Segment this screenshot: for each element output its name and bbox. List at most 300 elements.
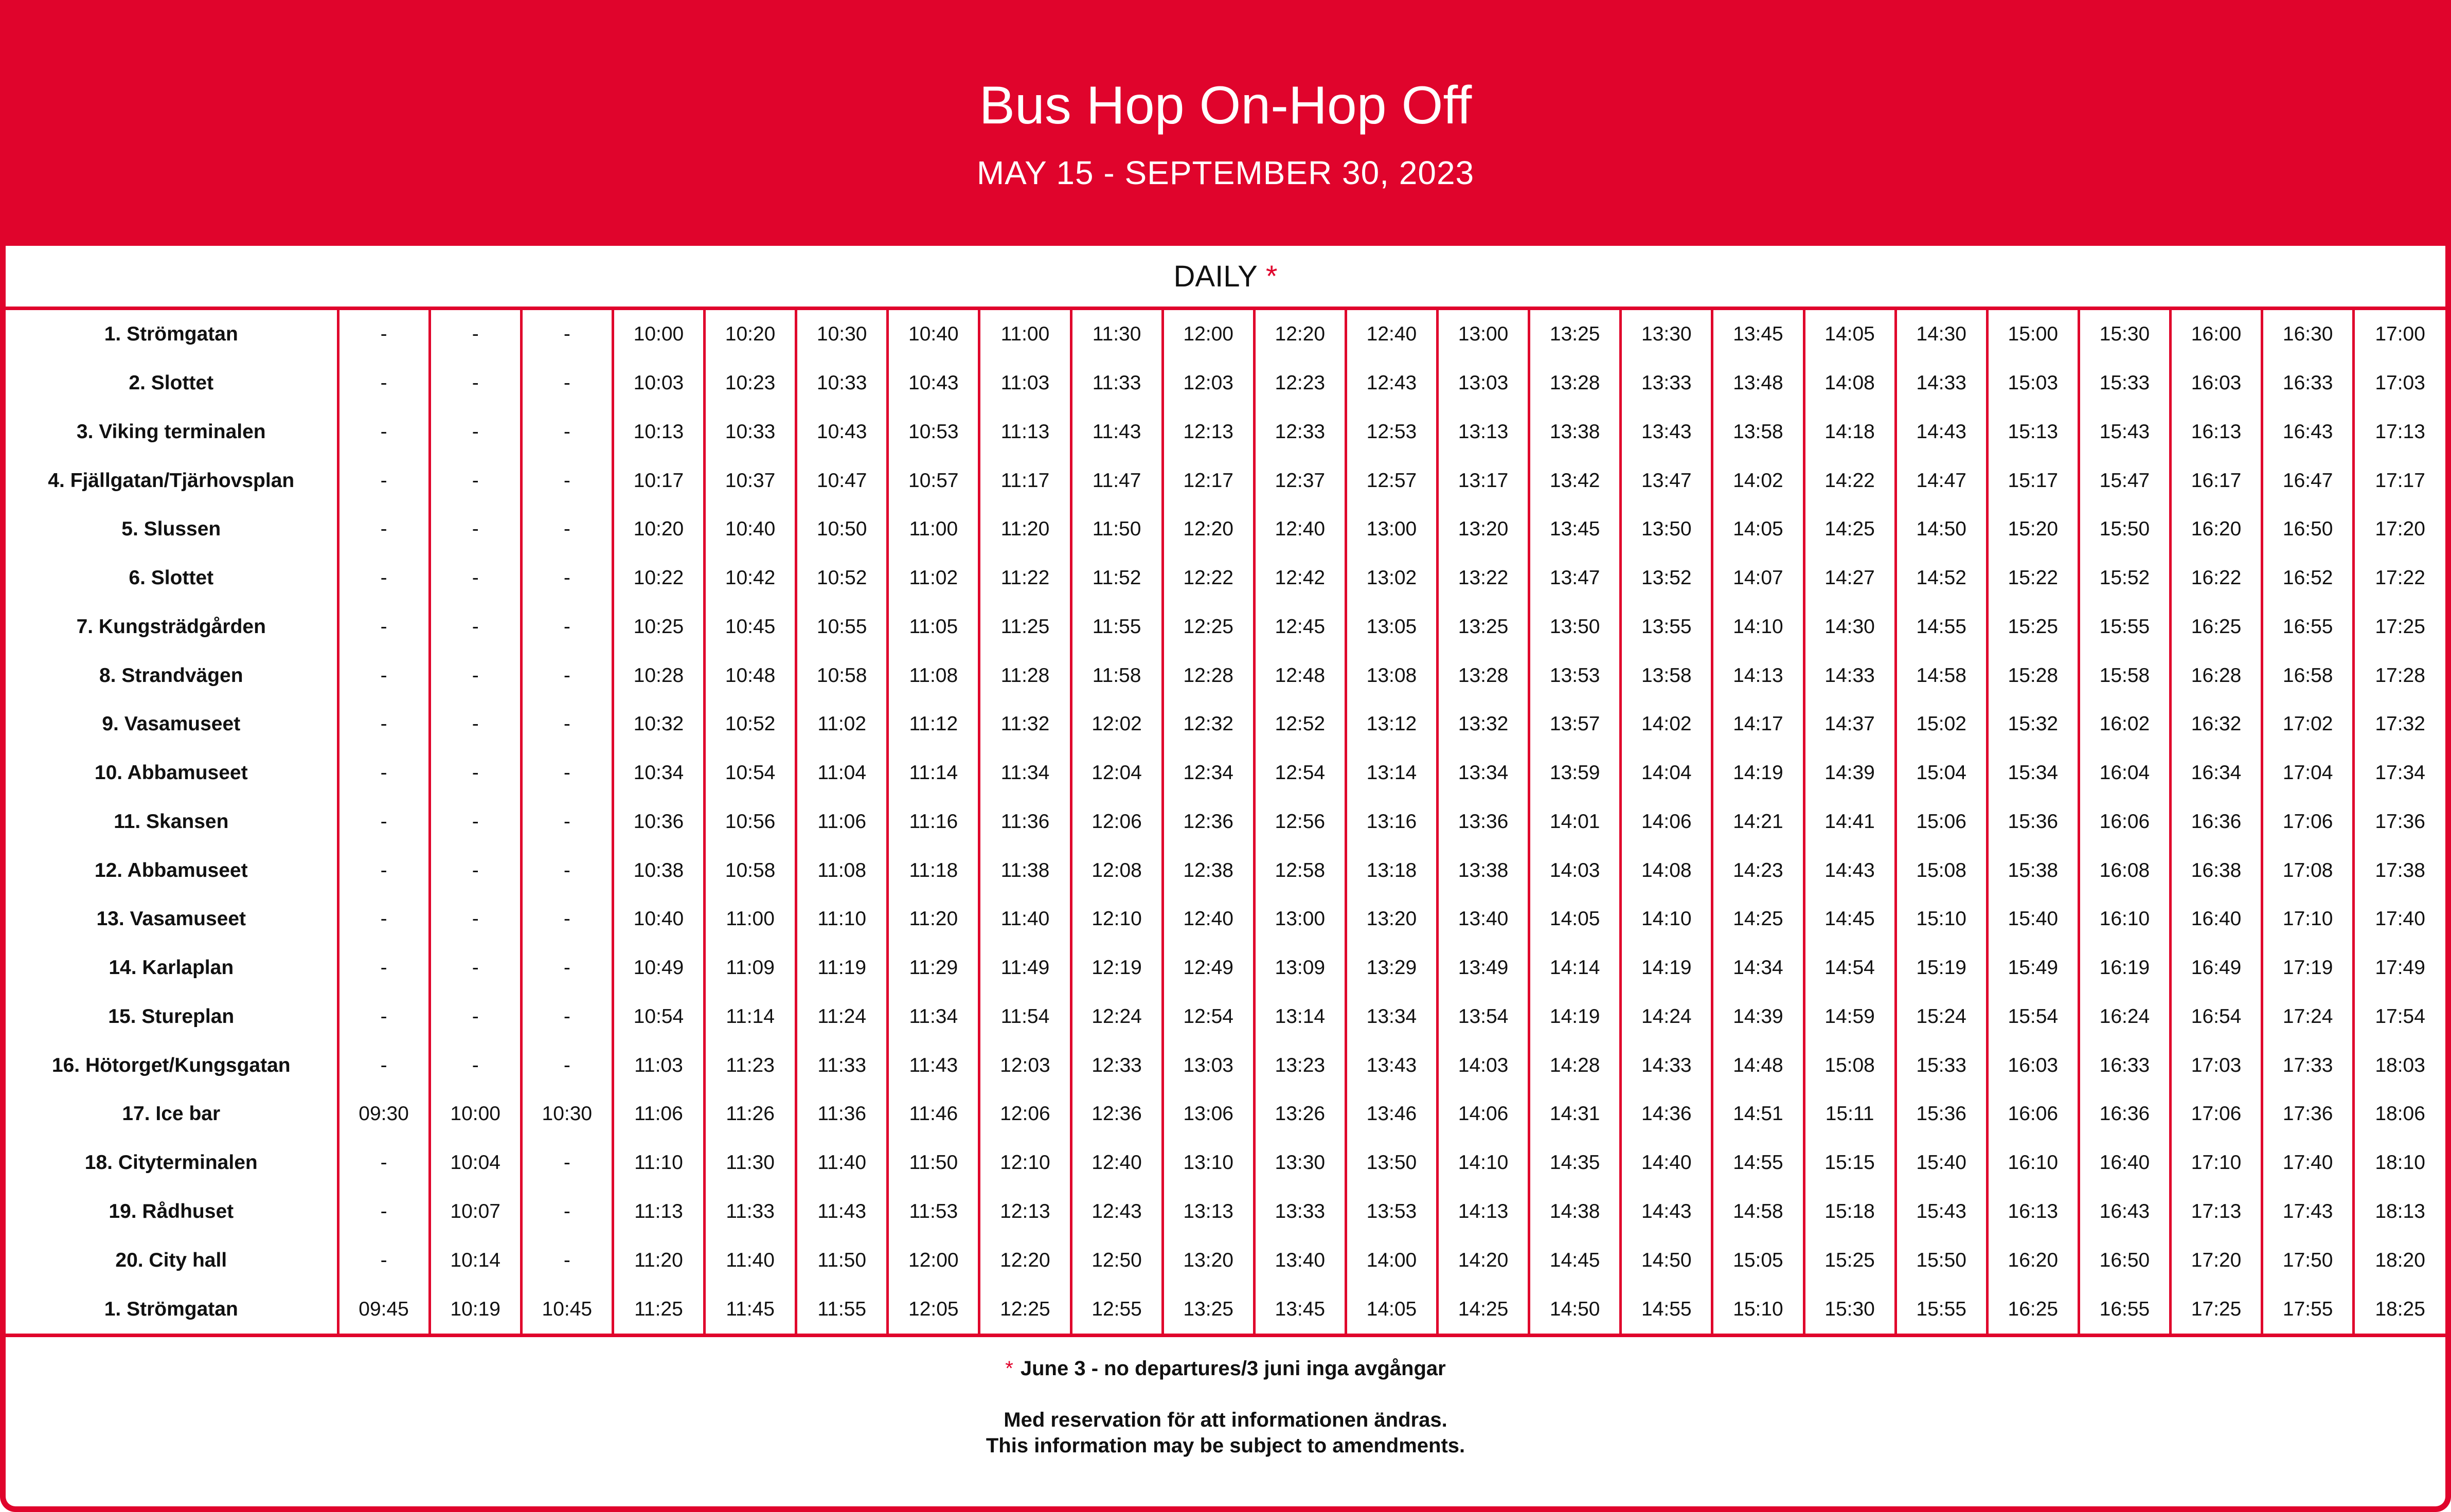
departure-time: 11:23 [705,1041,796,1090]
header-banner [0,0,2451,246]
departure-time: 13:14 [1346,749,1437,798]
departure-time: 15:22 [1987,554,2079,603]
departure-time: 10:43 [796,408,888,457]
departure-time: 16:32 [2171,700,2262,749]
departure-time: 13:34 [1438,749,1529,798]
departure-time: 10:28 [613,651,704,700]
departure-time: 12:19 [1071,944,1162,993]
departure-time: 13:45 [1254,1285,1346,1334]
departure-time: 14:33 [1621,1041,1712,1090]
departure-time: 13:25 [1529,310,1621,359]
stop-name: 11. Skansen [114,810,229,833]
departure-time: 14:41 [1804,798,1895,847]
departure-time: 16:03 [1987,1041,2079,1090]
stop-name: 2. Slottet [129,372,214,394]
departure-time: 14:48 [1712,1041,1804,1090]
disclaimer-swedish: Med reservation för att informationen ändras. [1004,1409,1447,1431]
departure-time: 17:54 [2354,993,2445,1041]
departure-time: 11:46 [888,1090,979,1139]
departure-time: 15:06 [1895,798,1987,847]
departure-time: 13:30 [1621,310,1712,359]
departure-time: 12:53 [1346,408,1437,457]
departure-time: 14:33 [1804,651,1895,700]
departure-time: 11:04 [796,749,888,798]
departure-time: 15:36 [1895,1090,1987,1139]
footnote-text: June 3 - no departures/3 juni inga avgångar [1020,1357,1446,1380]
departure-time: - [521,1236,613,1285]
departure-time: 14:06 [1438,1090,1529,1139]
departure-time: 11:43 [888,1041,979,1090]
stop-name: 17. Ice bar [122,1103,221,1125]
departure-time: 15:40 [1987,895,2079,944]
departure-time: 12:45 [1254,603,1346,652]
departure-time: 14:43 [1804,846,1895,895]
table-row [6,993,2445,1041]
departure-time: 14:31 [1529,1090,1621,1139]
departure-time: - [521,846,613,895]
departure-time: 16:40 [2079,1139,2170,1187]
table-row [6,359,2445,408]
departure-time: 16:50 [2079,1236,2170,1285]
departure-time: 14:13 [1712,651,1804,700]
departure-time: 10:00 [613,310,704,359]
departure-time: 11:26 [705,1090,796,1139]
departure-time: 16:52 [2262,554,2354,603]
departure-time: 11:36 [796,1090,888,1139]
departure-time: 14:30 [1804,603,1895,652]
departure-time: 14:50 [1895,505,1987,554]
departure-time: 11:10 [613,1139,704,1187]
departure-time: 11:02 [796,700,888,749]
departure-time: 15:05 [1712,1236,1804,1285]
departure-time: 16:30 [2262,310,2354,359]
departure-time: 09:45 [338,1285,430,1334]
departure-time: 14:58 [1895,651,1987,700]
departure-time: 13:22 [1438,554,1529,603]
departure-time: 11:22 [979,554,1071,603]
departure-time: 16:47 [2262,456,2354,505]
departure-time: 10:34 [613,749,704,798]
departure-time: 11:40 [979,895,1071,944]
departure-time: 14:59 [1804,993,1895,1041]
departure-time: 12:37 [1254,456,1346,505]
departure-time: 15:34 [1987,749,2079,798]
departure-time: 13:16 [1346,798,1437,847]
departure-time: 17:20 [2354,505,2445,554]
departure-time: - [521,749,613,798]
departure-time: 14:05 [1346,1285,1437,1334]
departure-time: - [430,651,521,700]
departure-time: 13:05 [1346,603,1437,652]
departure-time: 17:28 [2354,651,2445,700]
departure-time: 14:02 [1621,700,1712,749]
departure-time: 10:20 [705,310,796,359]
departure-time: 15:17 [1987,456,2079,505]
departure-time: 13:43 [1621,408,1712,457]
stop-name: 6. Slottet [129,567,214,589]
departure-time: - [338,993,430,1041]
departure-time: 13:03 [1162,1041,1254,1090]
departure-time: 17:24 [2262,993,2354,1041]
departure-time: 13:53 [1346,1187,1437,1236]
departure-time: - [521,895,613,944]
departure-time: 16:06 [1987,1090,2079,1139]
departure-time: 12:38 [1162,846,1254,895]
departure-time: 13:13 [1162,1187,1254,1236]
departure-time: 12:48 [1254,651,1346,700]
departure-time: 12:36 [1162,798,1254,847]
departure-time: 10:23 [705,359,796,408]
departure-time: 09:30 [338,1090,430,1139]
departure-time: 14:50 [1529,1285,1621,1334]
departure-time: 15:30 [1804,1285,1895,1334]
departure-time: 10:58 [705,846,796,895]
departure-time: 13:08 [1346,651,1437,700]
departure-time: - [430,554,521,603]
departure-time: 15:50 [1895,1236,1987,1285]
departure-time: 16:38 [2171,846,2262,895]
departure-time: 13:33 [1254,1187,1346,1236]
departure-time: 14:24 [1621,993,1712,1041]
departure-time: 13:55 [1621,603,1712,652]
departure-time: 11:45 [705,1285,796,1334]
departure-time: - [521,1139,613,1187]
departure-time: 14:02 [1712,456,1804,505]
departure-time: 12:54 [1162,993,1254,1041]
departure-time: 14:03 [1438,1041,1529,1090]
departure-time: 13:17 [1438,456,1529,505]
departure-time: 12:08 [1071,846,1162,895]
table-row [6,1236,2445,1285]
departure-time: 15:55 [2079,603,2170,652]
departure-time: - [430,749,521,798]
departure-time: 15:50 [2079,505,2170,554]
departure-time: 10:14 [430,1236,521,1285]
table-row [6,944,2445,993]
departure-time: 10:56 [705,798,796,847]
departure-time: 10:53 [888,408,979,457]
departure-time: 14:37 [1804,700,1895,749]
departure-time: 15:30 [2079,310,2170,359]
departure-time: 13:45 [1529,505,1621,554]
departure-time: 10:20 [613,505,704,554]
departure-time: 10:37 [705,456,796,505]
departure-time: 17:10 [2262,895,2354,944]
departure-time: 10:42 [705,554,796,603]
departure-time: 11:12 [888,700,979,749]
departure-time: 17:50 [2262,1236,2354,1285]
departure-time: 13:25 [1162,1285,1254,1334]
departure-time: - [338,749,430,798]
departure-time: 11:06 [613,1090,704,1139]
departure-time: 14:10 [1621,895,1712,944]
departure-time: 13:58 [1712,408,1804,457]
departure-time: 10:17 [613,456,704,505]
departure-time: 15:08 [1895,846,1987,895]
departure-time: 13:20 [1162,1236,1254,1285]
departure-time: 16:33 [2079,1041,2170,1090]
departure-time: 13:38 [1529,408,1621,457]
asterisk-marker: * [1265,260,1278,293]
departure-time: 16:55 [2079,1285,2170,1334]
departure-time: 12:34 [1162,749,1254,798]
departure-time: 12:36 [1071,1090,1162,1139]
departure-time: 14:06 [1621,798,1712,847]
departure-time: 14:05 [1529,895,1621,944]
departure-time: 14:39 [1712,993,1804,1041]
stop-name: 18. Cityterminalen [84,1151,258,1174]
departure-time: - [521,603,613,652]
departure-time: 14:17 [1712,700,1804,749]
departure-time: 14:43 [1621,1187,1712,1236]
departure-time: 11:16 [888,798,979,847]
departure-time: 11:20 [979,505,1071,554]
departure-time: 12:58 [1254,846,1346,895]
departure-time: 10:48 [705,651,796,700]
table-row [6,700,2445,749]
departure-time: - [338,1139,430,1187]
departure-time: 12:52 [1254,700,1346,749]
departure-time: 14:22 [1804,456,1895,505]
departure-time: 15:47 [2079,456,2170,505]
departure-time: 12:04 [1071,749,1162,798]
departure-time: 13:25 [1438,603,1529,652]
departure-time: 14:52 [1895,554,1987,603]
departure-time: 11:14 [705,993,796,1041]
departure-time: 10:07 [430,1187,521,1236]
departure-time: 17:36 [2354,798,2445,847]
disclaimer-english: This information may be subject to amendments. [986,1434,1465,1457]
departure-time: 13:30 [1254,1139,1346,1187]
departure-time: 15:08 [1804,1041,1895,1090]
departure-time: 12:20 [979,1236,1071,1285]
departure-time: 13:09 [1254,944,1346,993]
departure-time: - [521,651,613,700]
departure-time: - [338,700,430,749]
departure-time: 11:40 [705,1236,796,1285]
departure-time: 15:02 [1895,700,1987,749]
departure-time: 13:58 [1621,651,1712,700]
stop-name: 10. Abbamuseet [94,762,248,784]
departure-time: 18:10 [2354,1139,2445,1187]
stop-name: 15. Stureplan [108,1005,235,1028]
departure-time: 12:54 [1254,749,1346,798]
table-row [6,408,2445,457]
departure-time: 16:33 [2262,359,2354,408]
departure-time: 10:38 [613,846,704,895]
departure-time: 17:38 [2354,846,2445,895]
departure-time: 13:18 [1346,846,1437,895]
departure-time: 18:25 [2354,1285,2445,1334]
departure-time: 15:49 [1987,944,2079,993]
departure-time: 12:06 [1071,798,1162,847]
departure-time: 12:28 [1162,651,1254,700]
departure-time: 14:08 [1621,846,1712,895]
departure-time: 16:58 [2262,651,2354,700]
departure-time: 11:55 [1071,603,1162,652]
departure-time: 14:18 [1804,408,1895,457]
departure-time: 12:33 [1254,408,1346,457]
departure-time: 14:10 [1712,603,1804,652]
departure-time: 10:40 [613,895,704,944]
departure-time: 12:00 [1162,310,1254,359]
departure-time: 10:33 [796,359,888,408]
departure-time: 11:18 [888,846,979,895]
departure-time: - [338,554,430,603]
departure-time: 14:55 [1621,1285,1712,1334]
departure-time: 16:50 [2262,505,2354,554]
departure-time: 17:04 [2262,749,2354,798]
departure-time: 13:40 [1438,895,1529,944]
departure-time: 14:54 [1804,944,1895,993]
departure-time: 15:10 [1895,895,1987,944]
departure-time: - [338,895,430,944]
page-title: Bus Hop On-Hop Off [979,76,1472,135]
departure-time: 16:34 [2171,749,2262,798]
departure-time: 12:55 [1071,1285,1162,1334]
departure-time: 10:13 [613,408,704,457]
departure-time: 11:09 [705,944,796,993]
departure-time: 12:10 [1071,895,1162,944]
departure-time: 13:53 [1529,651,1621,700]
departure-time: 10:04 [430,1139,521,1187]
departure-time: 13:03 [1438,359,1529,408]
departure-time: 16:20 [2171,505,2262,554]
departure-time: 17:32 [2354,700,2445,749]
departure-time: 17:13 [2354,408,2445,457]
departure-time: 10:40 [888,310,979,359]
departure-time: 14:19 [1529,993,1621,1041]
departure-time: 14:40 [1621,1139,1712,1187]
departure-time: 10:55 [796,603,888,652]
departure-time: 18:03 [2354,1041,2445,1090]
departure-time: 15:54 [1987,993,2079,1041]
table-row [6,1090,2445,1139]
departure-time: - [338,798,430,847]
departure-time: 13:33 [1621,359,1712,408]
departure-time: 17:02 [2262,700,2354,749]
stop-name: 5. Slussen [121,518,221,541]
departure-time: 17:34 [2354,749,2445,798]
departure-time: 11:19 [796,944,888,993]
departure-time: - [430,310,521,359]
departure-time: 11:02 [888,554,979,603]
departure-time: 16:19 [2079,944,2170,993]
departure-time: 11:50 [888,1139,979,1187]
departure-time: - [430,846,521,895]
departure-time: 16:10 [2079,895,2170,944]
departure-time: 14:03 [1529,846,1621,895]
departure-time: 11:05 [888,603,979,652]
departure-time: 15:58 [2079,651,2170,700]
departure-time: 14:01 [1529,798,1621,847]
departure-time: 13:29 [1346,944,1437,993]
departure-time: - [521,310,613,359]
departure-time: 14:04 [1621,749,1712,798]
table-row [6,505,2445,554]
departure-time: 10:54 [705,749,796,798]
departure-time: 16:22 [2171,554,2262,603]
departure-time: 16:03 [2171,359,2262,408]
departure-time: 16:06 [2079,798,2170,847]
departure-time: 17:40 [2354,895,2445,944]
departure-time: 12:50 [1071,1236,1162,1285]
departure-time: 11:49 [979,944,1071,993]
departure-time: 13:59 [1529,749,1621,798]
departure-time: - [338,846,430,895]
departure-time: 16:36 [2079,1090,2170,1139]
departure-time: 11:00 [705,895,796,944]
departure-time: 11:34 [888,993,979,1041]
departure-time: 17:08 [2262,846,2354,895]
departure-time: 16:25 [2171,603,2262,652]
departure-time: 11:03 [613,1041,704,1090]
departure-time: 10:30 [796,310,888,359]
departure-time: - [338,456,430,505]
stop-name: 13. Vasamuseet [96,908,246,930]
departure-time: - [521,993,613,1041]
departure-time: 16:40 [2171,895,2262,944]
departure-time: 16:43 [2262,408,2354,457]
stop-name: 4. Fjällgatan/Tjärhovsplan [48,469,295,492]
departure-time: 11:36 [979,798,1071,847]
departure-time: 14:36 [1621,1090,1712,1139]
departure-time: 14:13 [1438,1187,1529,1236]
departure-time: 11:25 [979,603,1071,652]
stop-name: 19. Rådhuset [109,1200,234,1222]
departure-time: 13:26 [1254,1090,1346,1139]
departure-time: 15:32 [1987,700,2079,749]
departure-time: 17:03 [2171,1041,2262,1090]
departure-time: 11:13 [613,1187,704,1236]
stop-name: 12. Abbamuseet [94,859,248,881]
departure-time: 12:49 [1162,944,1254,993]
departure-time: - [430,505,521,554]
table-row [6,554,2445,603]
departure-time: 12:00 [888,1236,979,1285]
departure-time: 13:00 [1438,310,1529,359]
schedule-label [0,256,2451,297]
departure-time: 13:13 [1438,408,1529,457]
departure-time: 14:38 [1529,1187,1621,1236]
departure-time: 12:40 [1162,895,1254,944]
departure-time: 11:13 [979,408,1071,457]
departure-time: - [430,408,521,457]
departure-time: 11:24 [796,993,888,1041]
departure-time: 14:55 [1712,1139,1804,1187]
departure-time: 13:52 [1621,554,1712,603]
departure-time: 11:50 [1071,505,1162,554]
stop-name: 14. Karlaplan [109,957,234,979]
departure-time: 13:47 [1621,456,1712,505]
departure-time: 16:49 [2171,944,2262,993]
stop-name: 16. Hötorget/Kungsgatan [51,1054,291,1076]
departure-time: 14:19 [1621,944,1712,993]
departure-time: 12:20 [1254,310,1346,359]
departure-time: 15:11 [1804,1090,1895,1139]
departure-time: 10:03 [613,359,704,408]
departure-time: 12:05 [888,1285,979,1334]
departure-time: 11:58 [1071,651,1162,700]
departure-time: 15:25 [1987,603,2079,652]
departure-time: - [430,603,521,652]
table-row [6,749,2445,798]
table-row [6,895,2445,944]
departure-time: - [430,359,521,408]
departure-time: 12:56 [1254,798,1346,847]
departure-time: 13:34 [1346,993,1437,1041]
stop-name: 9. Vasamuseet [102,713,241,735]
